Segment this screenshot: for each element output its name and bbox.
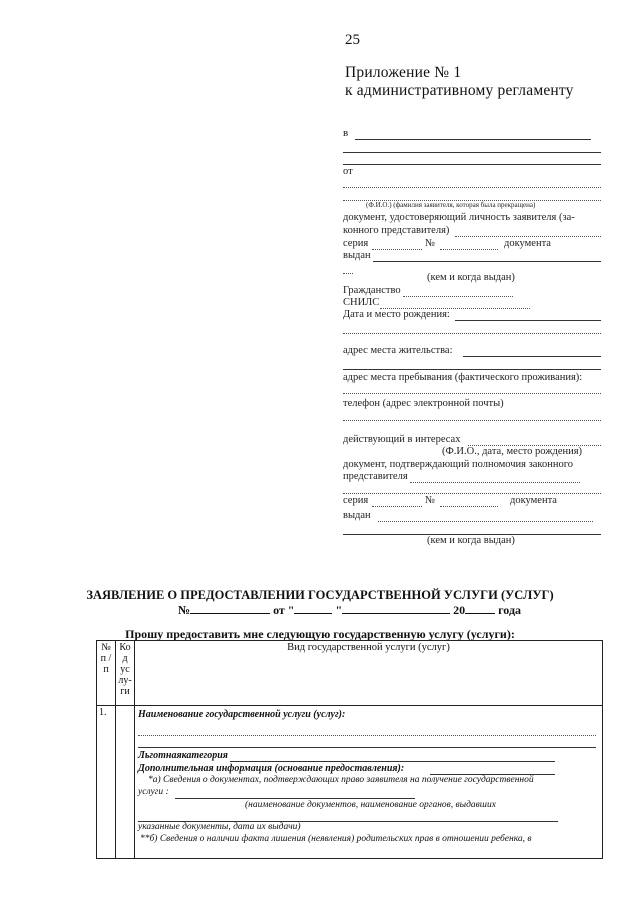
col-code-header: Ко д ус лу- ги <box>116 641 135 706</box>
appendix-title: Приложение № 1 <box>345 64 462 81</box>
auth-doc-field-2[interactable] <box>343 493 601 494</box>
document2-label: документа <box>510 495 557 506</box>
extra-info-label: Дополнительная информация (основание предоставления): <box>138 763 405 774</box>
citizenship-label: Гражданство <box>343 285 401 296</box>
birth-field-2[interactable] <box>343 333 601 334</box>
issued-label: выдан <box>343 250 371 261</box>
residence-field-2[interactable] <box>343 369 601 370</box>
residence-label: адрес места жительства: <box>343 345 453 356</box>
auth-doc-field[interactable] <box>410 482 580 483</box>
series2-label: серия <box>343 495 369 506</box>
row-code[interactable] <box>116 706 135 859</box>
from-field[interactable] <box>343 187 601 188</box>
issued-field[interactable] <box>373 261 601 262</box>
id-doc-line2: конного представителя) <box>343 225 450 236</box>
service-name-field[interactable] <box>138 735 596 736</box>
residence-field[interactable] <box>463 356 601 357</box>
parental-rights-text: **б) Сведения о наличии факта лишения (неявления) родительских прав в отношении ребенка, в <box>140 834 532 844</box>
from-label: от <box>343 166 353 177</box>
col-type-header: Вид государственной услуги (услуг) <box>135 641 603 706</box>
issued-field-2[interactable] <box>343 273 353 274</box>
issued-caption: (кем и когда выдан) <box>427 272 515 283</box>
to-field-2[interactable] <box>343 152 601 153</box>
year-text: 20 <box>453 603 466 617</box>
table-row <box>97 706 603 859</box>
from-text: от " <box>273 603 295 617</box>
to-field[interactable] <box>355 139 591 140</box>
to-label: в <box>343 127 349 139</box>
series-label: серия <box>343 238 369 249</box>
number2-label: № <box>425 495 436 506</box>
stay-field[interactable] <box>343 393 601 394</box>
docs-info-caption-2: указанные документы, дата их выдачи) <box>138 822 301 832</box>
acting-label: действующий в интересах <box>343 434 461 445</box>
stay-label: адрес места пребывания (фактического проживания): <box>343 372 583 383</box>
quote-text: " <box>335 603 343 617</box>
benefit-label: Льготнаякатегория <box>138 750 228 761</box>
service-table <box>96 640 603 859</box>
issued2-caption: (кем и когда выдан) <box>427 535 515 546</box>
page-number: 25 <box>345 32 360 48</box>
document-label: документа <box>504 238 551 249</box>
id-doc-line1: документ, удостоверяющий личность заявителя (за- <box>343 212 575 223</box>
series-field[interactable] <box>372 249 422 250</box>
statement-number-row <box>178 603 521 618</box>
statement-title: ЗАЯВЛЕНИЕ О ПРЕДОСТАВЛЕНИИ ГОСУДАРСТВЕННОЙ УСЛУГИ (УСЛУГ) <box>86 588 554 602</box>
appendix-subtitle: к административному регламенту <box>345 82 574 99</box>
snils-label: СНИЛС <box>343 297 380 308</box>
acting-caption: (Ф.И.О., дата, место рождения) <box>442 446 583 457</box>
row-number: 1. <box>97 706 116 859</box>
docs-info-text-2: услуги : <box>138 787 169 797</box>
fio-caption: (Ф.И.О.) (фамилия заявителя, которая была прекращена) <box>366 201 536 209</box>
id-doc-field[interactable] <box>455 236 601 237</box>
docs-info-field[interactable] <box>175 798 415 799</box>
phone-label: телефон (адрес электронной почты) <box>343 398 504 409</box>
row-content <box>135 706 603 859</box>
col-number-header: № п / п <box>97 641 116 706</box>
service-name-field-2[interactable] <box>138 747 596 748</box>
number-field[interactable] <box>440 249 498 250</box>
service-name-label: Наименование государственной услуги (услуг): <box>138 709 346 720</box>
request-text: Прошу предоставить мне следующую государственную услугу (услуги): <box>125 627 515 641</box>
table-header-row <box>97 641 603 706</box>
number2-field[interactable] <box>440 506 498 507</box>
series2-field[interactable] <box>372 506 422 507</box>
docs-info-caption: (наименование документов, наименование органов, выдавших <box>245 800 496 810</box>
phone-field[interactable] <box>343 420 601 421</box>
issued2-field[interactable] <box>378 521 593 522</box>
num-prefix: № <box>178 603 191 617</box>
birth-label: Дата и место рождения: <box>343 309 450 320</box>
auth-doc-line1: документ, подтверждающий полномочия законного <box>343 459 574 470</box>
birth-field[interactable] <box>455 320 601 321</box>
issued2-label: выдан <box>343 510 371 521</box>
benefit-field[interactable] <box>230 761 555 762</box>
to-field-3[interactable] <box>343 164 601 165</box>
citizenship-field[interactable] <box>403 296 513 297</box>
auth-doc-line2: представителя <box>343 471 408 482</box>
number-label: № <box>425 238 436 249</box>
year-suffix: года <box>498 603 522 617</box>
docs-info-text: *а) Сведения о документах, подтверждающих право заявителя на получение государственной <box>148 775 534 785</box>
